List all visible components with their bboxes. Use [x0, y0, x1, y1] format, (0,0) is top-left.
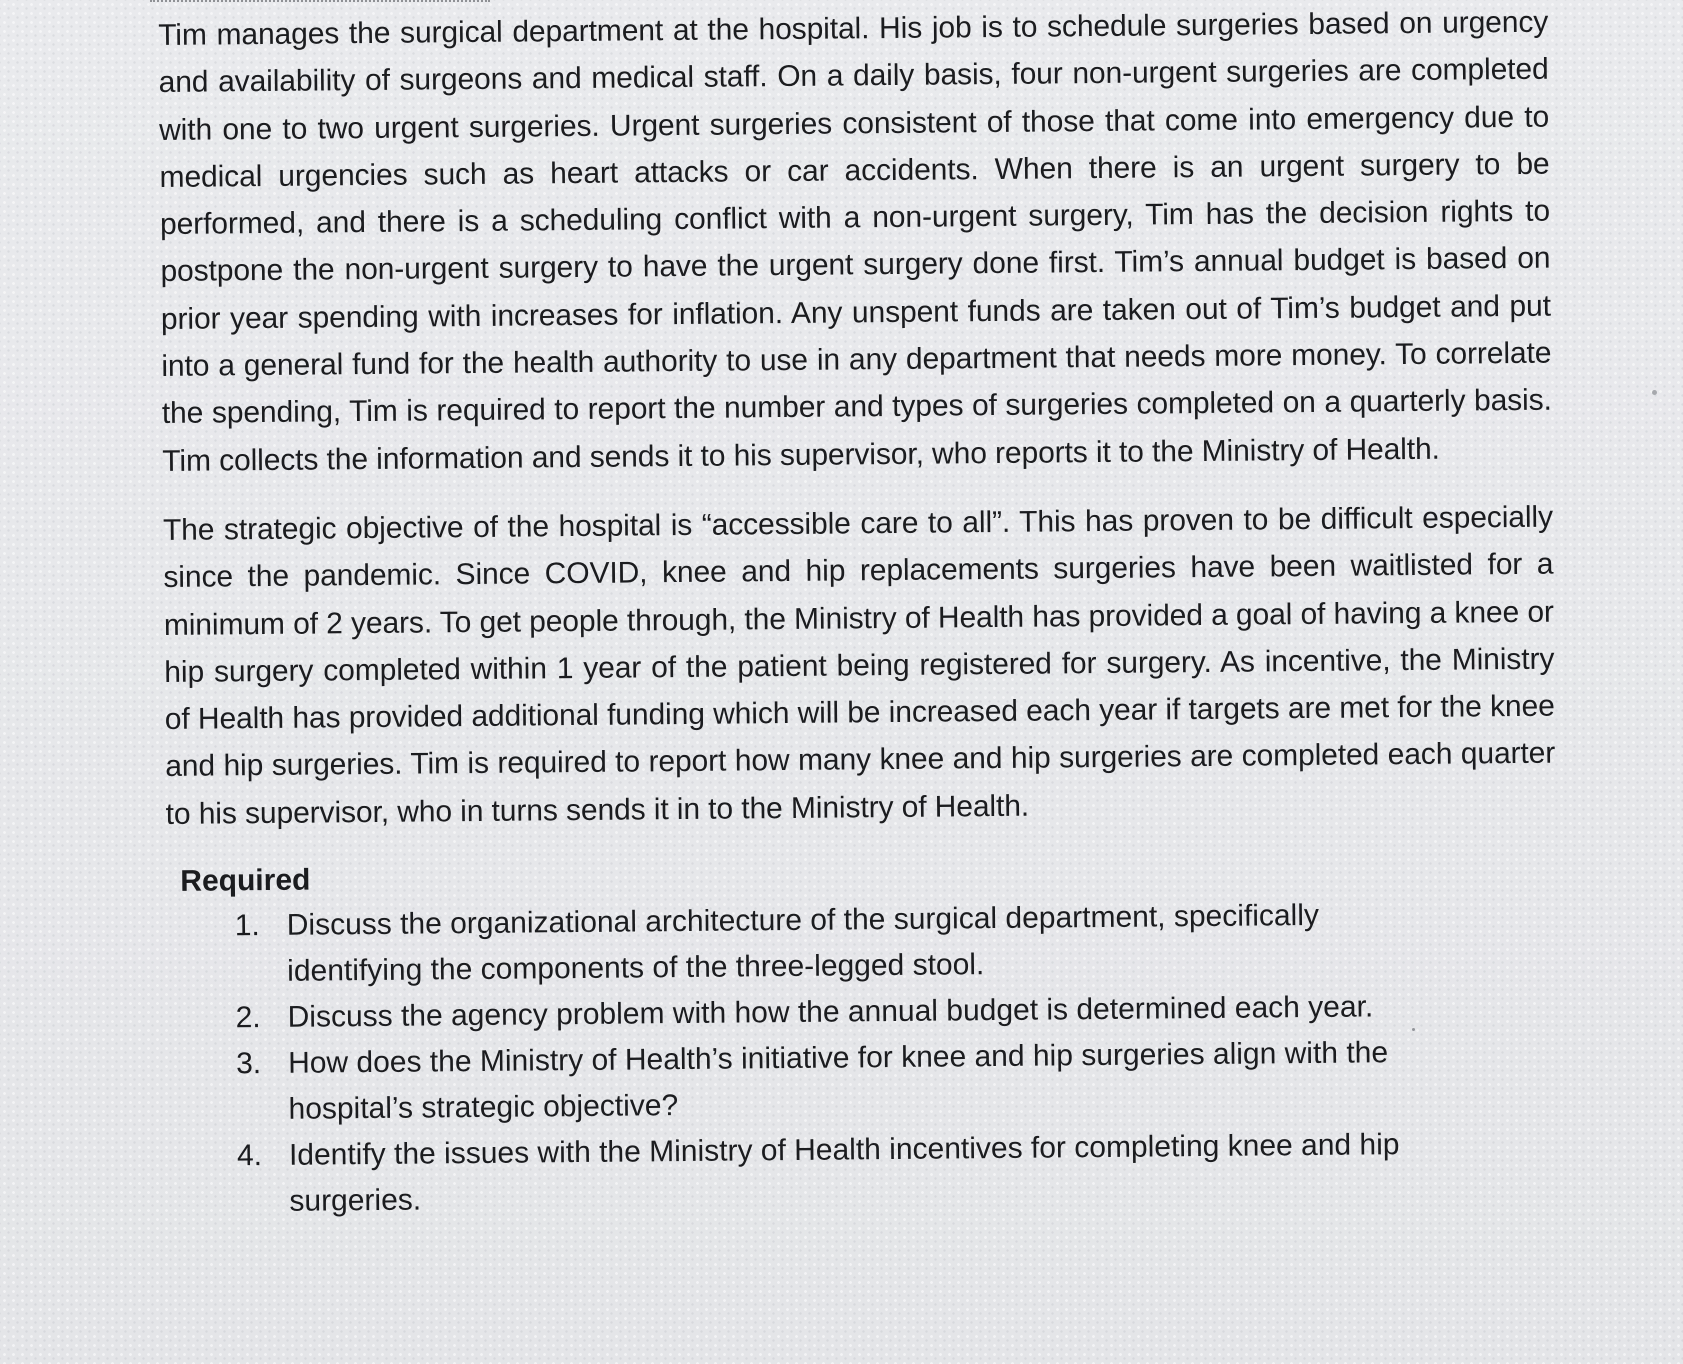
cropped-top-line	[150, 0, 490, 6]
question-number: 4.	[236, 1139, 263, 1173]
question-item-3	[168, 1030, 1449, 1134]
question-number: 3.	[235, 1047, 262, 1081]
question-text: How does the Ministry of Health’s initiative for knee and hip surgeries align with the hospital’s strategic objective?	[287, 1036, 1389, 1126]
question-text: Discuss the organizational architecture of the surgical department, specifically identifying the components of the three-legged stool.	[286, 898, 1320, 988]
question-item-1	[167, 892, 1448, 996]
question-item-4	[169, 1122, 1450, 1226]
case-paragraph-2: The strategic objective of the hospital is “accessible care to all”. This has proven to be difficult especially since the pandemic. Since COVID, knee and hip replacements surgeries have been waitlisted for a minimum of 2 years. To get people through, the Ministry of Health has provided a goal of having a knee or hip surgery completed within 1 year of the patient being registered for surgery. As incentive, the Ministry of Health has provided additional funding which will be increased each year if targets are met for the knee and hip surgeries. Tim is required to report how many knee and hip surgeries are completed each quarter to his supervisor, who in turns sends it in to the Ministry of Health.	[162, 500, 1556, 831]
case-paragraph-1: Tim manages the surgical department at the hospital. His job is to schedule surgeries based on urgency and availability of surgeons and medical staff. On a daily basis, four non-urgent surgeries are completed with one to two urgent surgeries. Urgent surgeries consistent of those that come into emergency due to medical urgencies such as heart attacks or car accidents. When there is an urgent surgery to be performed, and there is a scheduling conflict with a non-urgent surgery, Tim has the decision rights to postpone the non-urgent surgery to have the urgent surgery done first. Tim’s annual budget is based on prior year spending with increases for inflation. Any unspent funds are taken out of Tim’s budget and put into a general fund for the health authority to use in any department that needs more money. To correlate the spending, Tim is required to report the number and types of surgeries completed on a quarterly basis. Tim collects the information and sends it to his supervisor, who reports it to the Ministry of Health.	[158, 5, 1552, 478]
question-text: Discuss the agency problem with how the annual budget is determined each year.	[287, 990, 1374, 1034]
document-page	[158, 0, 1560, 1226]
required-heading: Required	[180, 863, 311, 898]
dust-speck	[1412, 1028, 1415, 1031]
question-number: 1.	[234, 909, 260, 943]
dust-speck	[1652, 390, 1657, 395]
question-number: 2.	[235, 1001, 261, 1035]
questions-list	[167, 892, 1450, 1226]
question-text: Identify the issues with the Ministry of Health incentives for completing knee and hip surgeries.	[288, 1128, 1400, 1218]
